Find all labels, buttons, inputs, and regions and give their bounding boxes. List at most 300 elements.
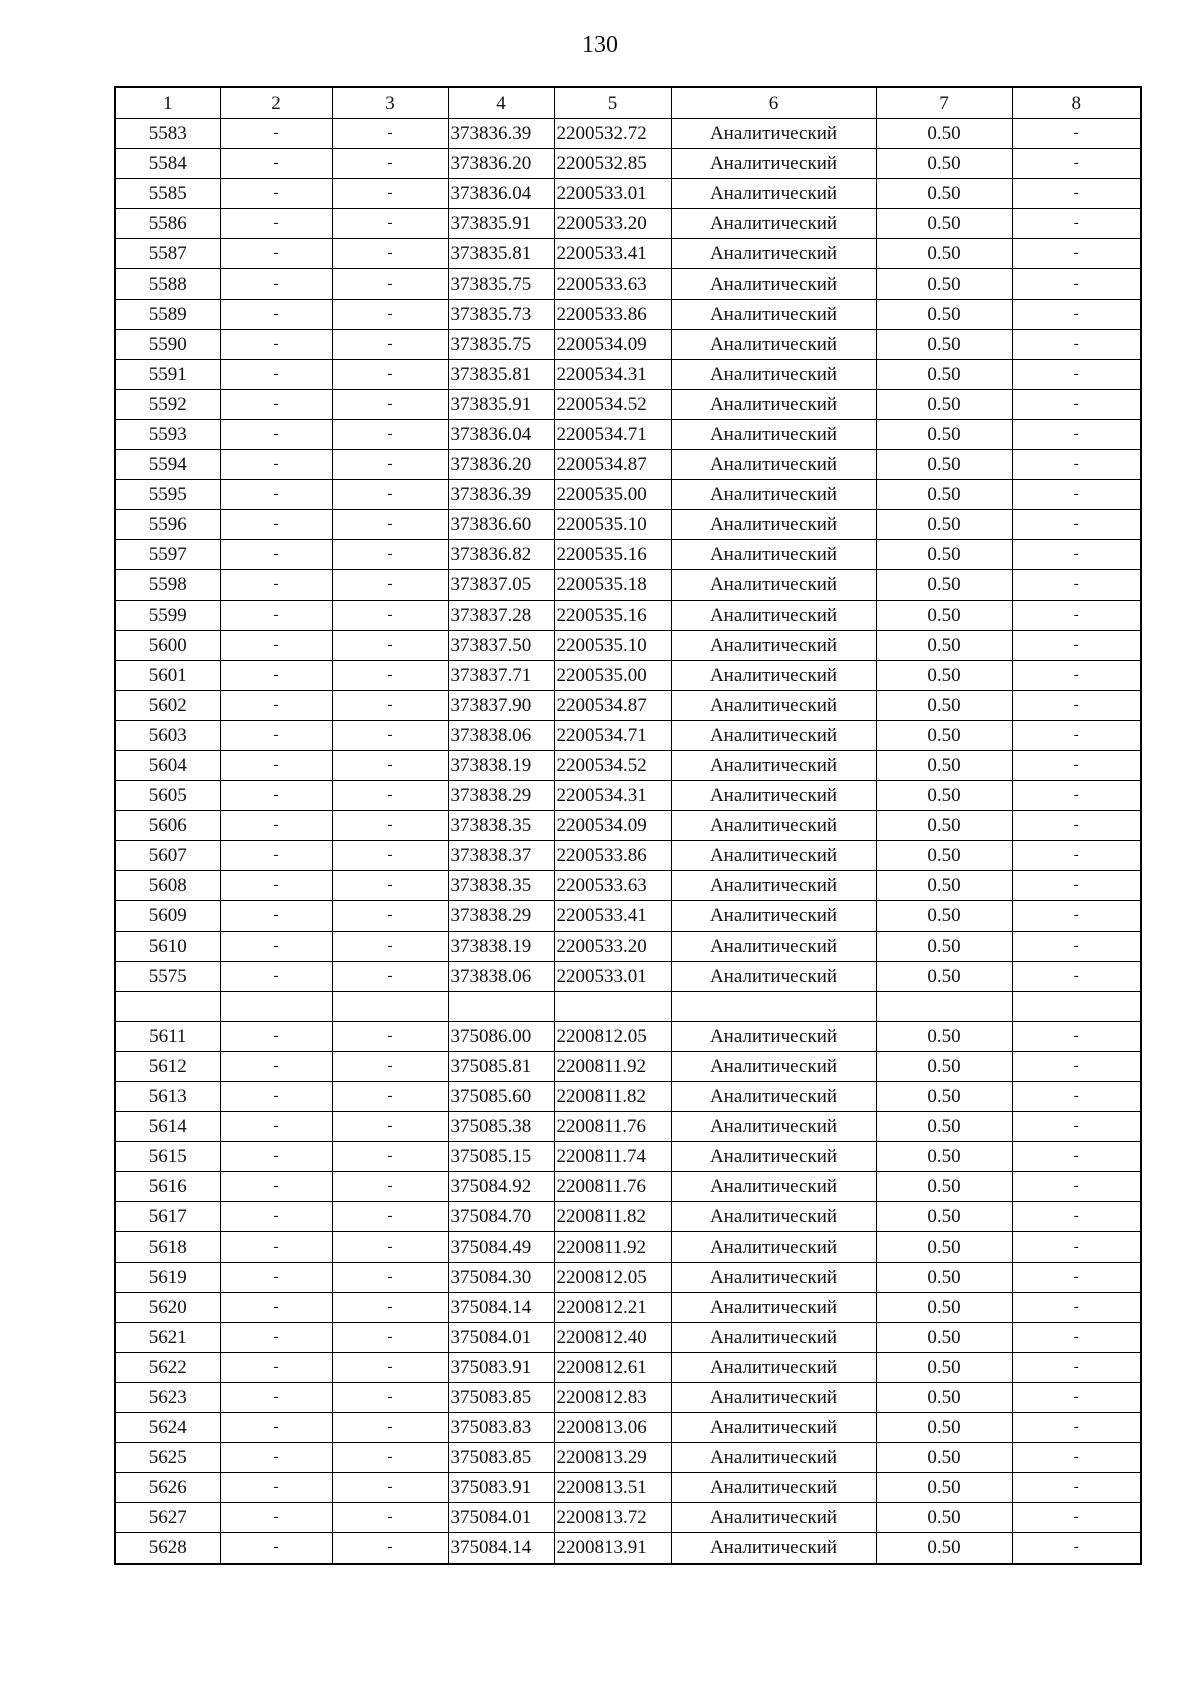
col-2-cell: - xyxy=(220,570,332,600)
coordinate-y-cell xyxy=(554,991,671,1021)
col-2-cell: - xyxy=(220,1503,332,1533)
accuracy-cell: 0.50 xyxy=(876,239,1012,269)
method-cell: Аналитический xyxy=(671,750,876,780)
table-header-row xyxy=(115,87,1141,119)
col-2-cell: - xyxy=(220,1232,332,1262)
coordinate-y-cell: 2200534.09 xyxy=(554,811,671,841)
column-header-8: 8 xyxy=(1012,87,1141,119)
coordinate-y-cell: 2200811.76 xyxy=(554,1112,671,1142)
coordinate-x-cell: 375084.49 xyxy=(448,1232,554,1262)
col-2-cell: - xyxy=(220,841,332,871)
col-8-cell: - xyxy=(1012,389,1141,419)
table-row xyxy=(115,901,1141,931)
method-cell: Аналитический xyxy=(671,931,876,961)
col-8-cell: - xyxy=(1012,1503,1141,1533)
accuracy-cell: 0.50 xyxy=(876,1443,1012,1473)
accuracy-cell: 0.50 xyxy=(876,1202,1012,1232)
col-3-cell: - xyxy=(332,480,448,510)
method-cell: Аналитический xyxy=(671,510,876,540)
point-number-cell: 5593 xyxy=(115,419,220,449)
method-cell: Аналитический xyxy=(671,660,876,690)
col-8-cell: - xyxy=(1012,1082,1141,1112)
col-2-cell: - xyxy=(220,119,332,149)
col-8-cell: - xyxy=(1012,329,1141,359)
accuracy-cell: 0.50 xyxy=(876,1172,1012,1202)
point-number-cell: 5612 xyxy=(115,1051,220,1081)
point-number-cell: 5620 xyxy=(115,1292,220,1322)
accuracy-cell: 0.50 xyxy=(876,901,1012,931)
column-header-2: 2 xyxy=(220,87,332,119)
point-number-cell: 5583 xyxy=(115,119,220,149)
col-2-cell: - xyxy=(220,690,332,720)
col-8-cell: - xyxy=(1012,269,1141,299)
table-row xyxy=(115,1473,1141,1503)
accuracy-cell: 0.50 xyxy=(876,209,1012,239)
column-header-4: 4 xyxy=(448,87,554,119)
table-row xyxy=(115,1262,1141,1292)
coordinate-y-cell: 2200535.18 xyxy=(554,570,671,600)
coordinate-y-cell: 2200534.87 xyxy=(554,450,671,480)
coordinate-y-cell: 2200535.10 xyxy=(554,630,671,660)
method-cell: Аналитический xyxy=(671,450,876,480)
point-number-cell: 5616 xyxy=(115,1172,220,1202)
coordinate-x-cell: 375084.92 xyxy=(448,1172,554,1202)
col-3-cell: - xyxy=(332,1352,448,1382)
coordinate-x-cell: 373838.19 xyxy=(448,931,554,961)
col-8-cell: - xyxy=(1012,1322,1141,1352)
coordinate-x-cell: 375083.91 xyxy=(448,1473,554,1503)
accuracy-cell: 0.50 xyxy=(876,660,1012,690)
col-8-cell: - xyxy=(1012,781,1141,811)
accuracy-cell: 0.50 xyxy=(876,149,1012,179)
coordinate-y-cell: 2200532.85 xyxy=(554,149,671,179)
method-cell: Аналитический xyxy=(671,359,876,389)
accuracy-cell: 0.50 xyxy=(876,389,1012,419)
col-3-cell: - xyxy=(332,1051,448,1081)
point-number-cell: 5585 xyxy=(115,179,220,209)
accuracy-cell: 0.50 xyxy=(876,1382,1012,1412)
col-3-cell: - xyxy=(332,419,448,449)
coordinate-x-cell: 373836.04 xyxy=(448,179,554,209)
col-3-cell: - xyxy=(332,901,448,931)
coordinate-x-cell: 375085.38 xyxy=(448,1112,554,1142)
point-number-cell: 5605 xyxy=(115,781,220,811)
table-row xyxy=(115,450,1141,480)
col-3-cell: - xyxy=(332,510,448,540)
col-2-cell: - xyxy=(220,1112,332,1142)
table-row xyxy=(115,510,1141,540)
col-8-cell: - xyxy=(1012,1413,1141,1443)
coordinate-x-cell: 373836.60 xyxy=(448,510,554,540)
col-3-cell: - xyxy=(332,1473,448,1503)
point-number-cell: 5597 xyxy=(115,540,220,570)
coordinate-x-cell xyxy=(448,991,554,1021)
col-2-cell: - xyxy=(220,359,332,389)
table-row xyxy=(115,149,1141,179)
col-2-cell: - xyxy=(220,389,332,419)
coordinate-y-cell: 2200811.74 xyxy=(554,1142,671,1172)
col-8-cell: - xyxy=(1012,1142,1141,1172)
point-number-cell: 5584 xyxy=(115,149,220,179)
accuracy-cell: 0.50 xyxy=(876,781,1012,811)
coordinate-x-cell: 375084.70 xyxy=(448,1202,554,1232)
col-3-cell: - xyxy=(332,781,448,811)
table-row xyxy=(115,1322,1141,1352)
col-2-cell: - xyxy=(220,871,332,901)
coordinate-y-cell: 2200811.76 xyxy=(554,1172,671,1202)
table-row xyxy=(115,1533,1141,1564)
col-3-cell: - xyxy=(332,239,448,269)
col-2-cell: - xyxy=(220,961,332,991)
point-number-cell: 5627 xyxy=(115,1503,220,1533)
method-cell: Аналитический xyxy=(671,1112,876,1142)
col-2-cell: - xyxy=(220,1352,332,1382)
method-cell: Аналитический xyxy=(671,239,876,269)
coordinate-x-cell: 375084.14 xyxy=(448,1533,554,1564)
coordinate-y-cell: 2200811.92 xyxy=(554,1051,671,1081)
table-row xyxy=(115,600,1141,630)
coordinate-x-cell: 375086.00 xyxy=(448,1021,554,1051)
col-3-cell: - xyxy=(332,540,448,570)
point-number-cell: 5590 xyxy=(115,329,220,359)
point-number-cell: 5575 xyxy=(115,961,220,991)
coordinate-y-cell: 2200535.00 xyxy=(554,480,671,510)
point-number-cell: 5624 xyxy=(115,1413,220,1443)
method-cell: Аналитический xyxy=(671,811,876,841)
coordinate-x-cell: 373836.20 xyxy=(448,450,554,480)
method-cell: Аналитический xyxy=(671,119,876,149)
method-cell: Аналитический xyxy=(671,600,876,630)
col-2-cell: - xyxy=(220,269,332,299)
coordinate-x-cell: 375085.60 xyxy=(448,1082,554,1112)
col-8-cell: - xyxy=(1012,1473,1141,1503)
accuracy-cell: 0.50 xyxy=(876,119,1012,149)
column-header-6: 6 xyxy=(671,87,876,119)
method-cell: Аналитический xyxy=(671,540,876,570)
coordinate-y-cell: 2200535.10 xyxy=(554,510,671,540)
col-2-cell xyxy=(220,991,332,1021)
col-2-cell: - xyxy=(220,1533,332,1564)
column-header-1: 1 xyxy=(115,87,220,119)
method-cell: Аналитический xyxy=(671,841,876,871)
col-8-cell: - xyxy=(1012,570,1141,600)
coordinate-y-cell: 2200812.40 xyxy=(554,1322,671,1352)
col-3-cell: - xyxy=(332,119,448,149)
col-2-cell: - xyxy=(220,1051,332,1081)
point-number-cell: 5613 xyxy=(115,1082,220,1112)
col-3-cell: - xyxy=(332,600,448,630)
method-cell: Аналитический xyxy=(671,1142,876,1172)
point-number-cell: 5621 xyxy=(115,1322,220,1352)
col-2-cell: - xyxy=(220,239,332,269)
column-header-5: 5 xyxy=(554,87,671,119)
table-row xyxy=(115,119,1141,149)
col-8-cell: - xyxy=(1012,1021,1141,1051)
accuracy-cell xyxy=(876,991,1012,1021)
accuracy-cell: 0.50 xyxy=(876,510,1012,540)
method-cell: Аналитический xyxy=(671,1232,876,1262)
coordinate-x-cell: 375083.91 xyxy=(448,1352,554,1382)
coordinate-x-cell: 373837.28 xyxy=(448,600,554,630)
col-8-cell: - xyxy=(1012,239,1141,269)
accuracy-cell: 0.50 xyxy=(876,1262,1012,1292)
method-cell: Аналитический xyxy=(671,1021,876,1051)
coordinate-x-cell: 373838.35 xyxy=(448,811,554,841)
point-number-cell: 5598 xyxy=(115,570,220,600)
coordinate-y-cell: 2200533.41 xyxy=(554,239,671,269)
point-number-cell: 5600 xyxy=(115,630,220,660)
col-3-cell xyxy=(332,991,448,1021)
coordinate-y-cell: 2200534.31 xyxy=(554,359,671,389)
col-8-cell: - xyxy=(1012,660,1141,690)
coordinate-y-cell: 2200811.92 xyxy=(554,1232,671,1262)
coordinate-x-cell: 373836.39 xyxy=(448,119,554,149)
coordinate-x-cell: 375085.15 xyxy=(448,1142,554,1172)
table-row xyxy=(115,1503,1141,1533)
coordinate-x-cell: 373838.19 xyxy=(448,750,554,780)
col-2-cell: - xyxy=(220,720,332,750)
col-8-cell: - xyxy=(1012,1443,1141,1473)
table-row xyxy=(115,660,1141,690)
accuracy-cell: 0.50 xyxy=(876,871,1012,901)
method-cell: Аналитический xyxy=(671,1533,876,1564)
point-number-cell: 5622 xyxy=(115,1352,220,1382)
col-2-cell: - xyxy=(220,1322,332,1352)
col-3-cell: - xyxy=(332,931,448,961)
col-3-cell: - xyxy=(332,299,448,329)
accuracy-cell: 0.50 xyxy=(876,690,1012,720)
point-number-cell: 5614 xyxy=(115,1112,220,1142)
col-8-cell: - xyxy=(1012,1051,1141,1081)
point-number-cell: 5586 xyxy=(115,209,220,239)
col-3-cell: - xyxy=(332,1021,448,1051)
col-3-cell: - xyxy=(332,329,448,359)
point-number-cell: 5615 xyxy=(115,1142,220,1172)
col-3-cell: - xyxy=(332,1112,448,1142)
table-row xyxy=(115,1443,1141,1473)
point-number-cell: 5587 xyxy=(115,239,220,269)
col-8-cell: - xyxy=(1012,841,1141,871)
col-8-cell: - xyxy=(1012,119,1141,149)
table-row xyxy=(115,239,1141,269)
coordinate-y-cell: 2200812.05 xyxy=(554,1262,671,1292)
coordinate-x-cell: 375083.85 xyxy=(448,1382,554,1412)
coordinate-x-cell: 373837.90 xyxy=(448,690,554,720)
method-cell: Аналитический xyxy=(671,961,876,991)
col-8-cell: - xyxy=(1012,931,1141,961)
coordinate-y-cell: 2200812.21 xyxy=(554,1292,671,1322)
col-2-cell: - xyxy=(220,901,332,931)
coordinate-y-cell: 2200813.91 xyxy=(554,1533,671,1564)
accuracy-cell: 0.50 xyxy=(876,961,1012,991)
col-2-cell: - xyxy=(220,630,332,660)
col-3-cell: - xyxy=(332,1322,448,1352)
coordinate-x-cell: 373838.35 xyxy=(448,871,554,901)
method-cell: Аналитический xyxy=(671,1082,876,1112)
col-8-cell: - xyxy=(1012,510,1141,540)
col-2-cell: - xyxy=(220,450,332,480)
table-row xyxy=(115,1051,1141,1081)
col-8-cell: - xyxy=(1012,299,1141,329)
col-2-cell: - xyxy=(220,329,332,359)
method-cell: Аналитический xyxy=(671,179,876,209)
accuracy-cell: 0.50 xyxy=(876,720,1012,750)
col-8-cell: - xyxy=(1012,1533,1141,1564)
table-row xyxy=(115,841,1141,871)
col-3-cell: - xyxy=(332,1142,448,1172)
col-8-cell: - xyxy=(1012,811,1141,841)
method-cell: Аналитический xyxy=(671,389,876,419)
col-8-cell: - xyxy=(1012,901,1141,931)
table-row xyxy=(115,961,1141,991)
coordinate-x-cell: 373835.73 xyxy=(448,299,554,329)
method-cell: Аналитический xyxy=(671,1352,876,1382)
method-cell: Аналитический xyxy=(671,630,876,660)
col-8-cell: - xyxy=(1012,179,1141,209)
accuracy-cell: 0.50 xyxy=(876,811,1012,841)
col-3-cell: - xyxy=(332,1082,448,1112)
col-2-cell: - xyxy=(220,1443,332,1473)
coordinate-y-cell: 2200811.82 xyxy=(554,1202,671,1232)
point-number-cell: 5623 xyxy=(115,1382,220,1412)
table-row xyxy=(115,359,1141,389)
accuracy-cell: 0.50 xyxy=(876,450,1012,480)
coordinate-y-cell: 2200535.00 xyxy=(554,660,671,690)
coordinate-x-cell: 373837.50 xyxy=(448,630,554,660)
table-row xyxy=(115,630,1141,660)
col-2-cell: - xyxy=(220,1082,332,1112)
col-8-cell xyxy=(1012,991,1141,1021)
method-cell: Аналитический xyxy=(671,1473,876,1503)
col-2-cell: - xyxy=(220,179,332,209)
column-header-3: 3 xyxy=(332,87,448,119)
coordinate-x-cell: 373838.29 xyxy=(448,901,554,931)
method-cell: Аналитический xyxy=(671,901,876,931)
col-3-cell: - xyxy=(332,1503,448,1533)
coordinate-x-cell: 373835.81 xyxy=(448,239,554,269)
col-2-cell: - xyxy=(220,480,332,510)
table-row xyxy=(115,991,1141,1021)
point-number-cell: 5601 xyxy=(115,660,220,690)
col-8-cell: - xyxy=(1012,961,1141,991)
table-row xyxy=(115,480,1141,510)
col-3-cell: - xyxy=(332,1232,448,1262)
coordinate-y-cell: 2200533.20 xyxy=(554,931,671,961)
coordinate-y-cell: 2200533.63 xyxy=(554,871,671,901)
coordinate-y-cell: 2200534.71 xyxy=(554,720,671,750)
coordinate-y-cell: 2200812.05 xyxy=(554,1021,671,1051)
accuracy-cell: 0.50 xyxy=(876,179,1012,209)
col-8-cell: - xyxy=(1012,1112,1141,1142)
col-2-cell: - xyxy=(220,419,332,449)
col-3-cell: - xyxy=(332,1413,448,1443)
accuracy-cell: 0.50 xyxy=(876,570,1012,600)
coordinate-y-cell: 2200813.72 xyxy=(554,1503,671,1533)
method-cell: Аналитический xyxy=(671,269,876,299)
method-cell: Аналитический xyxy=(671,1382,876,1412)
accuracy-cell: 0.50 xyxy=(876,600,1012,630)
point-number-cell: 5588 xyxy=(115,269,220,299)
method-cell: Аналитический xyxy=(671,209,876,239)
col-8-cell: - xyxy=(1012,480,1141,510)
col-3-cell: - xyxy=(332,1292,448,1322)
col-8-cell: - xyxy=(1012,1232,1141,1262)
col-3-cell: - xyxy=(332,149,448,179)
method-cell: Аналитический xyxy=(671,871,876,901)
point-number-cell: 5595 xyxy=(115,480,220,510)
point-number-cell: 5617 xyxy=(115,1202,220,1232)
col-3-cell: - xyxy=(332,179,448,209)
col-8-cell: - xyxy=(1012,720,1141,750)
coordinate-x-cell: 373835.81 xyxy=(448,359,554,389)
coordinate-x-cell: 375083.85 xyxy=(448,1443,554,1473)
accuracy-cell: 0.50 xyxy=(876,1082,1012,1112)
col-8-cell: - xyxy=(1012,209,1141,239)
point-number-cell: 5610 xyxy=(115,931,220,961)
method-cell: Аналитический xyxy=(671,1322,876,1352)
col-8-cell: - xyxy=(1012,630,1141,660)
method-cell: Аналитический xyxy=(671,480,876,510)
col-3-cell: - xyxy=(332,961,448,991)
point-number-cell xyxy=(115,991,220,1021)
coordinate-x-cell: 373836.82 xyxy=(448,540,554,570)
coordinate-y-cell: 2200534.31 xyxy=(554,781,671,811)
accuracy-cell: 0.50 xyxy=(876,480,1012,510)
accuracy-cell: 0.50 xyxy=(876,299,1012,329)
coordinate-y-cell: 2200535.16 xyxy=(554,600,671,630)
point-number-cell: 5608 xyxy=(115,871,220,901)
col-2-cell: - xyxy=(220,1473,332,1503)
col-2-cell: - xyxy=(220,931,332,961)
table-row xyxy=(115,750,1141,780)
point-number-cell: 5618 xyxy=(115,1232,220,1262)
accuracy-cell: 0.50 xyxy=(876,630,1012,660)
method-cell: Аналитический xyxy=(671,1202,876,1232)
accuracy-cell: 0.50 xyxy=(876,1352,1012,1382)
table-row xyxy=(115,811,1141,841)
col-8-cell: - xyxy=(1012,1172,1141,1202)
method-cell: Аналитический xyxy=(671,419,876,449)
accuracy-cell: 0.50 xyxy=(876,931,1012,961)
accuracy-cell: 0.50 xyxy=(876,1051,1012,1081)
table-row xyxy=(115,389,1141,419)
coordinate-x-cell: 373837.71 xyxy=(448,660,554,690)
col-3-cell: - xyxy=(332,450,448,480)
column-header-7: 7 xyxy=(876,87,1012,119)
point-number-cell: 5603 xyxy=(115,720,220,750)
coordinate-x-cell: 373835.91 xyxy=(448,389,554,419)
coordinate-x-cell: 373838.37 xyxy=(448,841,554,871)
col-8-cell: - xyxy=(1012,1262,1141,1292)
method-cell: Аналитический xyxy=(671,299,876,329)
col-3-cell: - xyxy=(332,811,448,841)
col-8-cell: - xyxy=(1012,1202,1141,1232)
accuracy-cell: 0.50 xyxy=(876,1473,1012,1503)
point-number-cell: 5589 xyxy=(115,299,220,329)
method-cell: Аналитический xyxy=(671,1262,876,1292)
method-cell: Аналитический xyxy=(671,1503,876,1533)
method-cell: Аналитический xyxy=(671,1051,876,1081)
point-number-cell: 5628 xyxy=(115,1533,220,1564)
table-row xyxy=(115,329,1141,359)
col-3-cell: - xyxy=(332,1262,448,1292)
table-row xyxy=(115,1082,1141,1112)
coordinate-y-cell: 2200533.41 xyxy=(554,901,671,931)
coordinate-y-cell: 2200812.61 xyxy=(554,1352,671,1382)
method-cell: Аналитический xyxy=(671,1292,876,1322)
col-8-cell: - xyxy=(1012,600,1141,630)
col-8-cell: - xyxy=(1012,871,1141,901)
